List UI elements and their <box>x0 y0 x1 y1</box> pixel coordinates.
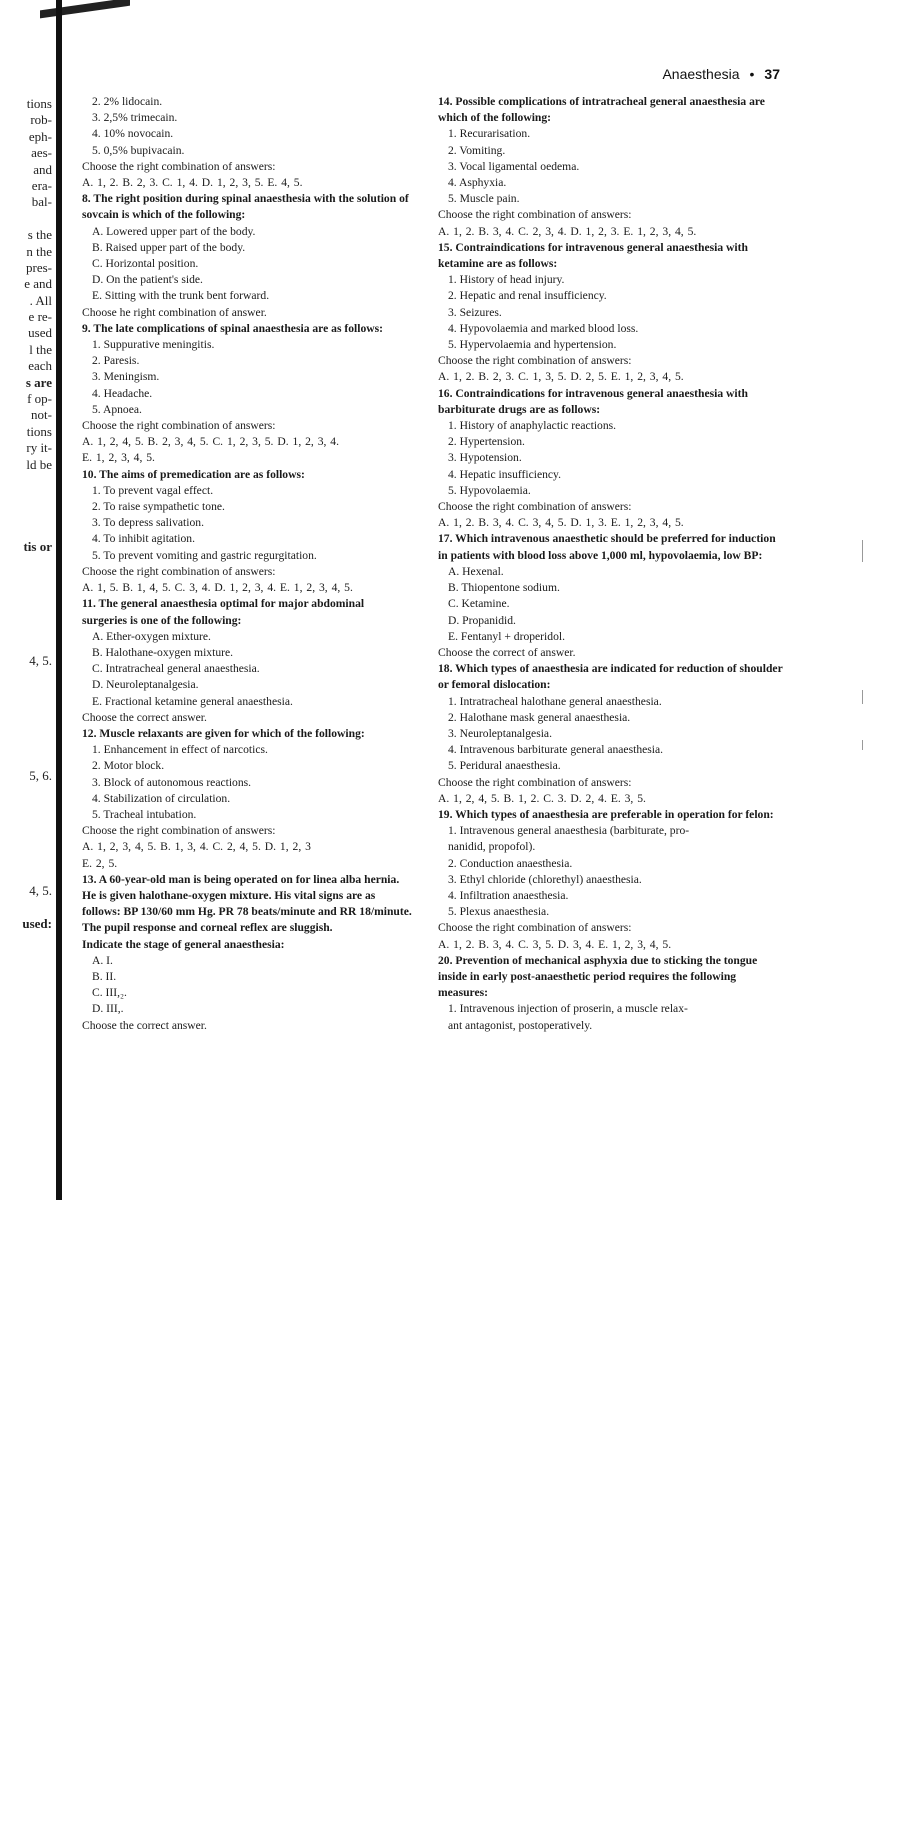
edge-fragment: and <box>33 161 52 177</box>
answer-combinations: A. 1, 2. B. 3, 4. C. 3, 4, 5. D. 1, 3. E. 1, 2, 3, 4, 5. <box>438 516 684 530</box>
answer-option: 2. To raise sympathetic tone. <box>92 500 225 514</box>
answer-option: D. Neuroleptanalgesia. <box>92 678 199 692</box>
answer-option: 3. Block of autonomous reactions. <box>92 775 252 789</box>
edge-fragment <box>0 702 52 718</box>
answer-option: 1. Intravenous injection of proserin, a muscle relax- <box>448 1002 688 1016</box>
edge-fragment <box>0 555 52 571</box>
edge-fragment: pres- <box>26 259 52 275</box>
edge-fragment: l the <box>29 341 52 357</box>
edge-fragment: s are <box>25 374 52 390</box>
instruction-line: Choose the right combination of answers: <box>438 775 632 789</box>
answer-option: 3. Ethyl chloride (chlorethyl) anaesthesia. <box>448 872 642 886</box>
answer-option: 5. 0,5% bupivacain. <box>92 143 185 157</box>
edge-fragment: bal- <box>31 194 52 210</box>
answer-option: A. Lowered upper part of the body. <box>92 224 256 238</box>
answer-option: E. Sitting with the trunk bent forward. <box>92 289 270 303</box>
answer-combinations: A. 1, 2. B. 3, 4. C. 3, 5. D. 3, 4. E. 1, 2, 3, 4, 5. <box>438 937 672 951</box>
answer-option: 5. To prevent vomiting and gastric regurgitation. <box>92 548 317 562</box>
answer-option: C. Horizontal position. <box>92 257 199 271</box>
edge-fragment: 5, 6. <box>29 768 52 784</box>
edge-fragment <box>0 506 52 522</box>
answer-option: 1. History of head injury. <box>448 273 565 287</box>
question-title: 20. Prevention of mechanical asphyxia due to sticking the tongue inside in early post-anaesthetic period requires the following measures: <box>438 953 758 1000</box>
answer-option: 2. Paresis. <box>92 354 140 368</box>
answer-option: 3. To depress salivation. <box>92 516 204 530</box>
instruction-line: Choose the correct answer. <box>82 710 207 724</box>
edge-fragment: 4, 5. <box>29 882 52 898</box>
question-title: 8. The right position during spinal anaesthesia with the solution of sovcain is which of the following: <box>82 192 409 222</box>
answer-option: 2. Hepatic and renal insufficiency. <box>448 289 607 303</box>
answer-option: 4. 10% novocain. <box>92 127 174 141</box>
left-column <box>82 94 412 1034</box>
edge-fragment: aes- <box>31 145 52 161</box>
answer-option: 4. Headache. <box>92 386 153 400</box>
question-title: 19. Which types of anaesthesia are preferable in operation for felon: <box>438 807 774 821</box>
answer-option: 2. Vomiting. <box>448 143 506 157</box>
answer-option: B. Raised upper part of the body. <box>92 240 246 254</box>
instruction-line: Choose the right combination of answers: <box>438 208 632 222</box>
edge-fragment: s the <box>27 227 52 243</box>
answer-option: A. Ether-oxygen mixture. <box>92 629 211 643</box>
edge-fragment <box>0 604 52 620</box>
instruction-line: Choose he right combination of answer. <box>82 305 267 319</box>
question-title: 10. The aims of premedication are as follows: <box>82 467 305 481</box>
answer-combinations: A. 1, 2. B. 2, 3. C. 1, 3, 5. D. 2, 5. E. 1, 2, 3, 4, 5. <box>438 370 684 384</box>
page-number: 37 <box>764 66 780 82</box>
question-title: 14. Possible complications of intratracheal general anaesthesia are which of the following: <box>438 95 765 125</box>
answer-option: 3. Meningism. <box>92 370 160 384</box>
scan-mark <box>862 740 863 750</box>
edge-fragment <box>0 670 52 686</box>
scan-mark <box>862 540 863 562</box>
answer-option: 2. Motor block. <box>92 759 165 773</box>
edge-fragment <box>0 850 52 866</box>
answer-option: 5. Tracheal intubation. <box>92 807 197 821</box>
edge-fragment <box>0 621 52 637</box>
answer-option: D. On the patient's side. <box>92 273 203 287</box>
answer-option: B. Thiopentone sodium. <box>448 581 560 595</box>
edge-fragment: . All <box>29 292 52 308</box>
header-bullet: • <box>749 66 755 82</box>
section-title: Anaesthesia <box>662 66 740 82</box>
answer-option: D. Propanidid. <box>448 613 516 627</box>
edge-fragment <box>0 735 52 751</box>
edge-fragment: rob- <box>30 112 52 128</box>
answer-option: 2. Hypertension. <box>448 435 525 449</box>
instruction-line: Choose the right combination of answers: <box>82 564 276 578</box>
edge-fragment <box>0 637 52 653</box>
question-title: 12. Muscle relaxants are given for which of the following: <box>82 726 365 740</box>
scan-corner-shadow <box>40 0 130 18</box>
answer-option: 4. Infiltration anaesthesia. <box>448 888 569 902</box>
answer-option: 1. To prevent vagal effect. <box>92 483 214 497</box>
answer-combinations: A. 1, 2. B. 2, 3. C. 1, 4. D. 1, 2, 3, 5. E. 4, 5. <box>82 176 303 190</box>
question-title: Indicate the stage of general anaesthesia: <box>82 937 285 951</box>
edge-fragment: 4, 5. <box>29 653 52 669</box>
answer-combinations: E. 1, 2, 3, 4, 5. <box>82 451 155 465</box>
answer-option: 5. Hypovolaemia. <box>448 483 531 497</box>
answer-option: 5. Muscle pain. <box>448 192 520 206</box>
answer-option: D. III,. <box>92 1002 124 1016</box>
edge-fragment: not- <box>31 407 52 423</box>
answer-option: 3. 2,5% trimecain. <box>92 111 178 125</box>
answer-option: E. Fractional ketamine general anaesthesia. <box>92 694 293 708</box>
edge-fragment: n the <box>26 243 52 259</box>
answer-option: B. Halothane-oxygen mixture. <box>92 645 234 659</box>
answer-combinations: A. 1, 2, 4, 5. B. 1, 2. C. 3. D. 2, 4. E. 3, 5. <box>438 791 646 805</box>
answer-combinations: A. 1, 2, 4, 5. B. 2, 3, 4, 5. C. 1, 2, 3, 5. D. 1, 2, 3, 4. <box>82 435 340 449</box>
instruction-line: Choose the right combination of answers: <box>82 824 276 838</box>
previous-page-edge-text <box>0 96 52 932</box>
answer-option: 3. Seizures. <box>448 305 502 319</box>
instruction-line: Choose the correct of answer. <box>438 645 576 659</box>
answer-option: 4. Hepatic insufficiency. <box>448 467 561 481</box>
answer-option: nanidid, propofol). <box>448 840 536 854</box>
question-title: 18. Which types of anaesthesia are indicated for reduction of shoulder or femoral dislocation: <box>438 662 783 692</box>
answer-option: 4. Asphyxia. <box>448 176 507 190</box>
answer-option: E. Fentanyl + droperidol. <box>448 629 565 643</box>
edge-fragment <box>0 752 52 768</box>
answer-option: 1. Recurarisation. <box>448 127 531 141</box>
answer-option: 1. Intratracheal halothane general anaesthesia. <box>448 694 662 708</box>
answer-option: A. Hexenal. <box>448 564 504 578</box>
answer-option: C. III,₂. <box>92 986 127 1000</box>
answer-option: 2. Conduction anaesthesia. <box>448 856 573 870</box>
edge-fragment: used: <box>22 915 52 931</box>
instruction-line: Choose the right combination of answers: <box>438 921 632 935</box>
edge-fragment: era- <box>31 177 52 193</box>
edge-fragment: f op- <box>27 391 52 407</box>
book-spine-shadow <box>56 0 62 1200</box>
instruction-line: Choose the right combination of answers: <box>438 354 632 368</box>
answer-option: 1. Enhancement in effect of narcotics. <box>92 743 268 757</box>
edge-fragment <box>0 211 52 227</box>
edge-fragment <box>0 571 52 587</box>
question-title: 16. Contraindications for intravenous general anaesthesia with barbiturate drugs are as follows: <box>438 386 748 416</box>
edge-fragment <box>0 817 52 833</box>
answer-option: 1. Suppurative meningitis. <box>92 338 215 352</box>
answer-combinations: A. 1, 2. B. 3, 4. C. 2, 3, 4. D. 1, 2, 3. E. 1, 2, 3, 4, 5. <box>438 224 697 238</box>
edge-fragment <box>0 522 52 538</box>
instruction-line: Choose the right combination of answers: <box>438 500 632 514</box>
edge-fragment: each <box>28 358 52 374</box>
edge-fragment <box>0 784 52 800</box>
edge-fragment <box>0 899 52 915</box>
scan-mark <box>862 690 863 704</box>
question-title: 15. Contraindications for intravenous general anaesthesia with ketamine are as follows: <box>438 240 748 271</box>
answer-option: B. II. <box>92 969 117 983</box>
edge-fragment <box>0 866 52 882</box>
answer-option: 5. Apnoea. <box>92 402 142 416</box>
right-column <box>438 94 786 1034</box>
running-header <box>620 66 780 82</box>
answer-option: 4. Intravenous barbiturate general anaesthesia. <box>448 743 664 757</box>
answer-option: C. Intratracheal general anaesthesia. <box>92 662 260 676</box>
answer-option: 4. Hypovolaemia and marked blood loss. <box>448 321 639 335</box>
answer-option: 1. Intravenous general anaesthesia (barbiturate, pro- <box>448 824 690 838</box>
answer-option: 1. History of anaphylactic reactions. <box>448 419 617 433</box>
answer-option: 2. Halothane mask general anaesthesia. <box>448 710 631 724</box>
answer-option: 5. Peridural anaesthesia. <box>448 759 561 773</box>
edge-fragment <box>0 719 52 735</box>
answer-option: 3. Neuroleptanalgesia. <box>448 726 552 740</box>
edge-fragment <box>0 686 52 702</box>
instruction-line: Choose the right combination of answers: <box>82 419 276 433</box>
answer-option: 3. Vocal ligamental oedema. <box>448 159 580 173</box>
question-title: 13. A 60-year-old man is being operated on for linea alba hernia. He is given halothane-oxygen mixture. His vital signs are as follows: BP 130/60 mm Hg. PR 78 beats/minute and RR 18/minute. The pupil response and corneal reflex are sluggish. <box>82 872 412 935</box>
answer-combinations: E. 2, 5. <box>82 856 118 870</box>
edge-fragment: e and <box>24 276 52 292</box>
answer-option: C. Ketamine. <box>448 597 510 611</box>
edge-fragment: tions <box>26 423 52 439</box>
answer-option: 5. Hypervolaemia and hypertension. <box>448 338 617 352</box>
edge-fragment: ld be <box>26 456 52 472</box>
answer-option: 4. To inhibit agitation. <box>92 532 195 546</box>
edge-fragment: eph- <box>28 128 52 144</box>
answer-combinations: A. 1, 5. B. 1, 4, 5. C. 3, 4. D. 1, 2, 3, 4. E. 1, 2, 3, 4, 5. <box>82 581 353 595</box>
instruction-line: Choose the right combination of answers: <box>82 159 276 173</box>
edge-fragment: ry it- <box>26 440 52 456</box>
answer-option: 5. Plexus anaesthesia. <box>448 905 550 919</box>
edge-fragment: tis or <box>23 538 52 554</box>
edge-fragment: tions <box>26 96 52 111</box>
question-title: 11. The general anaesthesia optimal for major abdominal surgeries is one of the following: <box>82 597 365 627</box>
answer-option: A. I. <box>92 953 113 967</box>
edge-fragment <box>0 588 52 604</box>
edge-fragment <box>0 801 52 817</box>
edge-fragment: e re- <box>28 309 52 325</box>
answer-combinations: A. 1, 2, 3, 4, 5. B. 1, 3, 4. C. 2, 4, 5. D. 1, 2, 3 <box>82 840 311 854</box>
answer-option: ant antagonist, postoperatively. <box>448 1018 593 1032</box>
edge-fragment <box>0 834 52 850</box>
edge-fragment <box>0 489 52 505</box>
question-title: 17. Which intravenous anaesthetic should be preferred for induction in patients with blood loss above 1,000 ml, hypovolaemia, low BP: <box>438 532 776 562</box>
edge-fragment <box>0 473 52 489</box>
edge-fragment: used <box>28 325 52 341</box>
answer-option: 2. 2% lidocain. <box>92 95 163 108</box>
question-title: 9. The late complications of spinal anaesthesia are as follows: <box>82 321 384 335</box>
answer-option: 4. Stabilization of circulation. <box>92 791 231 805</box>
answer-option: 3. Hypotension. <box>448 451 522 465</box>
instruction-line: Choose the correct answer. <box>82 1018 207 1032</box>
